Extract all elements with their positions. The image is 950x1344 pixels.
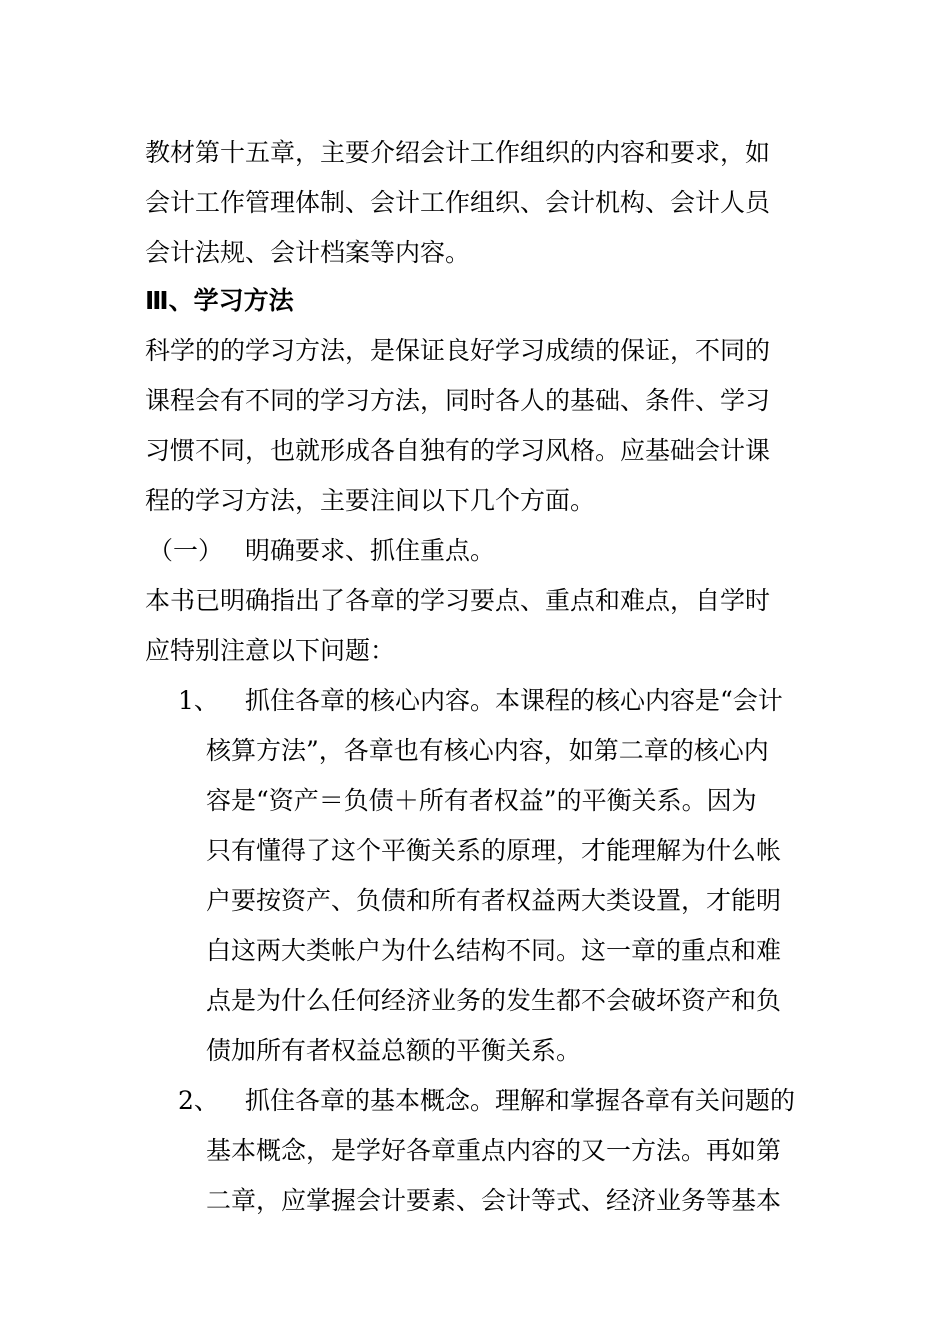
subsection-title: 明确要求、抓住重点。 (245, 536, 496, 565)
list-item-1-line: 只有懂得了这个平衡关系的原理，才能理解为什么帐 (206, 836, 782, 865)
list-item-2-line: 基本概念，是学好各章重点内容的又一方法。再如第 (206, 1136, 782, 1165)
list-item-1-line: 点是为什么任何经济业务的发生都不会破坏资产和负 (206, 986, 782, 1015)
section-heading: Ⅲ、学习方法 (145, 286, 294, 315)
list-item-1-line: 债加所有者权益总额的平衡关系。 (206, 1036, 582, 1065)
list-item-marker-1: 1、 (178, 686, 219, 715)
list-item-1-line: 容是“资产＝负债＋所有者权益”的平衡关系。因为 (206, 786, 757, 815)
sub-paragraph-line-1: 本书已明确指出了各章的学习要点、重点和难点，自学时 (145, 586, 771, 615)
paragraph-line-3: 习惯不同，也就形成各自独有的学习风格。应基础会计课 (145, 436, 771, 465)
paragraph-line-1: 科学的的学习方法，是保证良好学习成绩的保证，不同的 (145, 336, 771, 365)
paragraph-line-2: 课程会有不同的学习方法，同时各人的基础、条件、学习 (145, 386, 771, 415)
list-item-marker-2: 2、 (178, 1086, 219, 1115)
list-item-1-line: 白这两大类帐户为什么结构不同。这一章的重点和难 (206, 936, 782, 965)
list-item-1-line: 户要按资产、负债和所有者权益两大类设置，才能明 (206, 886, 782, 915)
subsection-marker: （一） (148, 536, 224, 565)
sub-paragraph-line-2: 应特别注意以下问题： (145, 636, 396, 665)
intro-line-3: 会计法规、会计档案等内容。 (145, 238, 471, 267)
list-item-2-line: 二章，应掌握会计要素、会计等式、经济业务等基本 (206, 1186, 782, 1215)
list-item-1-line: 核算方法”，各章也有核心内容，如第二章的核心内 (206, 736, 769, 765)
paragraph-line-4: 程的学习方法，主要注间以下几个方面。 (145, 486, 596, 515)
intro-line-1: 教材第十五章，主要介绍会计工作组织的内容和要求，如 (145, 138, 771, 167)
list-item-2-first-line: 抓住各章的基本概念。理解和掌握各章有关问题的 (245, 1086, 796, 1115)
list-item-1-first-line: 抓住各章的核心内容。本课程的核心内容是“会计 (245, 686, 783, 715)
intro-line-2: 会计工作管理体制、会计工作组织、会计机构、会计人员 (145, 188, 771, 217)
